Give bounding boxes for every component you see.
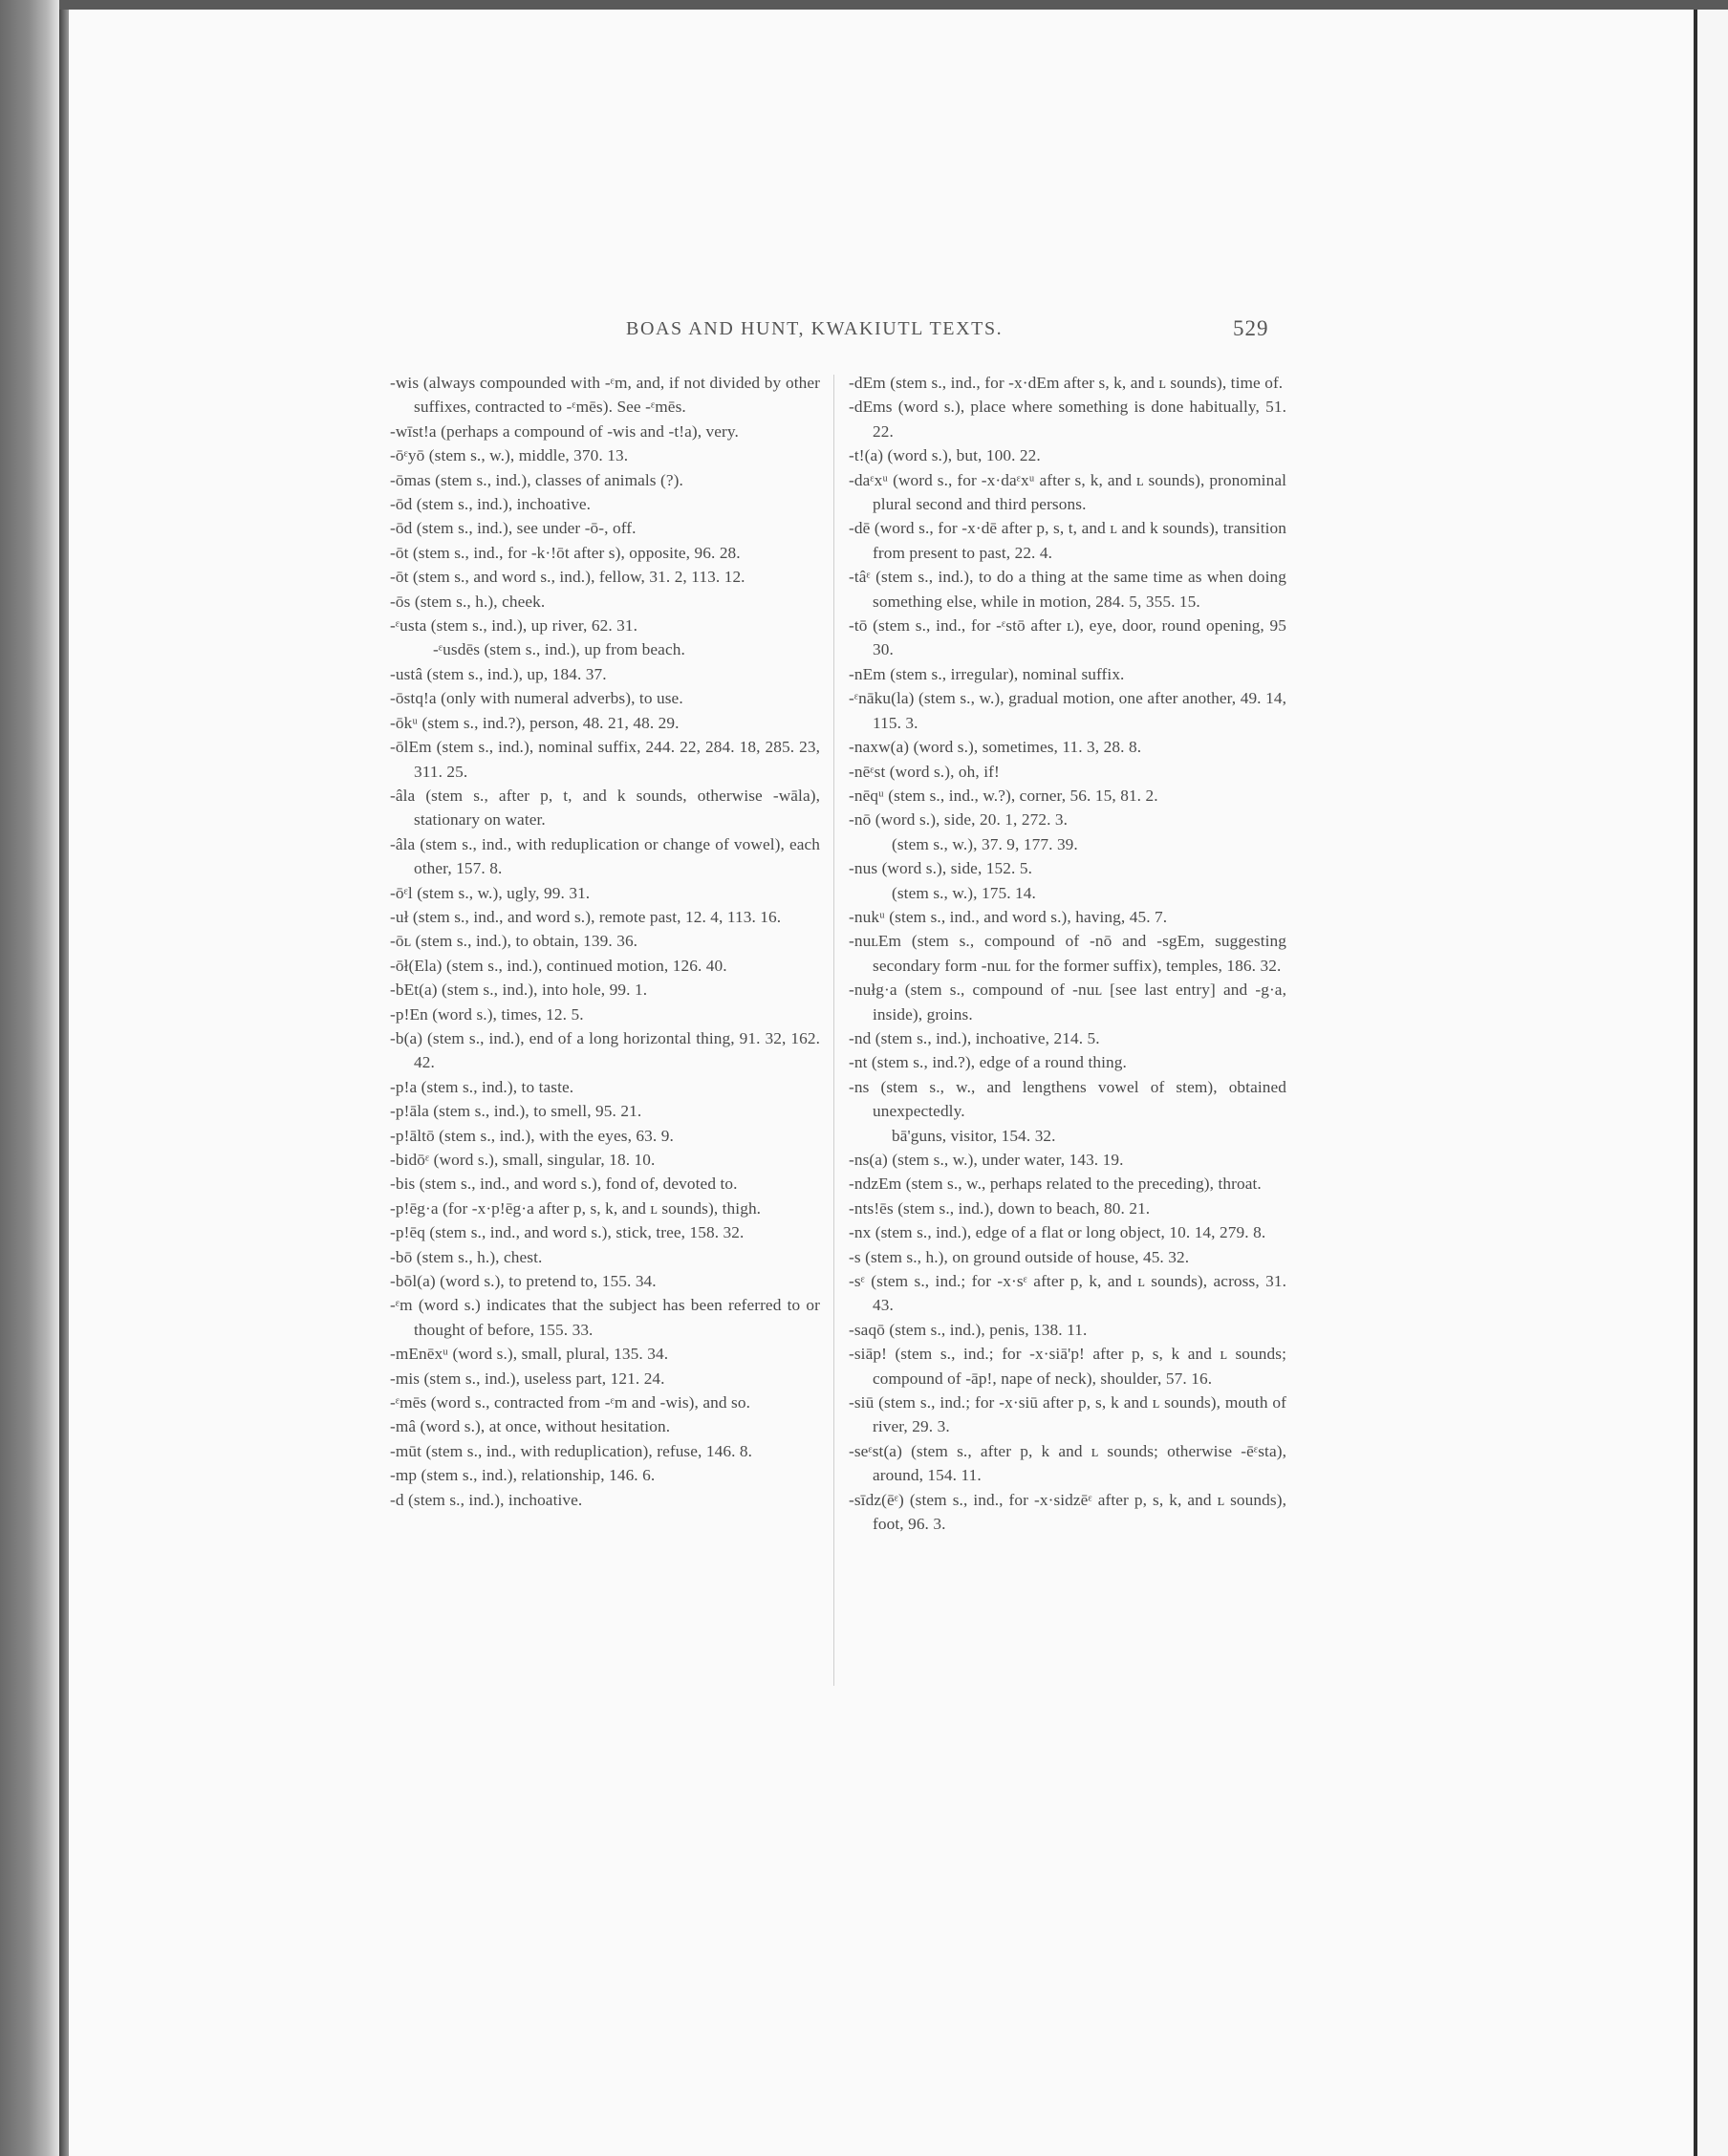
dictionary-entry: -nt (stem s., ind.?), edge of a round thing. [849,1053,1127,1072]
dictionary-entry: -mEnēxᵘ (word s.), small, plural, 135. 34. [390,1345,669,1364]
dictionary-entry: -âla (stem s., ind., with reduplication or change of vowel), each other, 157. 8. [390,834,820,878]
running-header: BOAS AND HUNT, KWAKIUTL TEXTS. [626,318,1004,339]
dictionary-entry: -wīst!a (perhaps a compound of -wis and -t!a), very. [390,421,739,441]
left-column [390,371,820,1512]
dictionary-entry: -ᵋusta (stem s., ind.), up river, 62. 31. [390,616,638,636]
dictionary-entry: -siāp! (stem s., ind.; for -x·siā'p! after p, s, k and ʟ sounds; compound of -āp!, nape of neck), shoulder, 57. 16. [849,1345,1286,1388]
dictionary-entry: -ōᵋyō (stem s., w.), middle, 370. 13. [390,446,629,465]
dictionary-entry: -ōkᵘ (stem s., ind.?), person, 48. 21, 48. 29. [390,713,680,732]
dictionary-entry: -sīdz(ēᵋ) (stem s., ind., for -x·sidzēᵋ after p, s, k, and ʟ sounds), foot, 96. 3. [849,1490,1286,1534]
dictionary-entry: -uł (stem s., ind., and word s.), remote past, 12. 4, 113. 16. [390,907,782,926]
dictionary-entry: bā'guns, visitor, 154. 32. [892,1126,1056,1145]
dictionary-entry: -nts!ēs (stem s., ind.), down to beach, 80. 21. [849,1198,1151,1218]
dictionary-entry: -ōt (stem s., ind., for -k·!ōt after s), opposite, 96. 28. [390,543,741,562]
dictionary-entry: -seᵋst(a) (stem s., after p, k and ʟ sounds; otherwise -ēᵋsta), around, 154. 11. [849,1441,1286,1485]
dictionary-entry: (stem s., w.), 37. 9, 177. 39. [892,834,1078,853]
dictionary-entry: -bō (stem s., h.), chest. [390,1247,543,1266]
dictionary-entry: -t!(a) (word s.), but, 100. 22. [849,446,1041,465]
right-column [849,371,1286,1537]
dictionary-entry: -b(a) (stem s., ind.), end of a long horizontal thing, 91. 32, 162. 42. [390,1028,820,1072]
dictionary-entry: -p!āltō (stem s., ind.), with the eyes, 63. 9. [390,1126,674,1145]
dictionary-entry: -tō (stem s., ind., for -ᵋstō after ʟ), eye, door, round opening, 95 30. [849,616,1286,659]
column-divider [833,375,834,1686]
dictionary-entry: -bidōᵋ (word s.), small, singular, 18. 10. [390,1151,656,1169]
dictionary-entry: -mis (stem s., ind.), useless part, 121. 24. [390,1369,665,1388]
dictionary-entry: -mâ (word s.), at once, without hesitation. [390,1417,671,1436]
dictionary-entry: -ōᵋl (stem s., w.), ugly, 99. 31. [390,883,591,902]
dictionary-entry: -ndzEm (stem s., w., perhaps related to the preceding), throat. [849,1175,1262,1194]
dictionary-entry: -ōmas (stem s., ind.), classes of animals (?). [390,470,683,489]
scan-right-margin [1697,10,1728,2156]
dictionary-entry: -ᵋnāku(la) (stem s., w.), gradual motion, one after another, 49. 14, 115. 3. [849,689,1286,732]
dictionary-entry: -ōstq!a (only with numeral adverbs), to use. [390,689,683,708]
dictionary-entry: -tâᵋ (stem s., ind.), to do a thing at the same time as when doing something else, while in motion, 284. 5, 355. 15. [849,568,1286,611]
dictionary-entry: -nō (word s.), side, 20. 1, 272. 3. [849,810,1069,830]
scan-binding-shadow [0,0,59,2156]
dictionary-entry: -nułg·a (stem s., compound of -nuʟ [see last entry] and -g·a, inside), groins. [849,981,1286,1024]
dictionary-entry: -nEm (stem s., irregular), nominal suffix. [849,664,1125,683]
dictionary-entry: -mp (stem s., ind.), relationship, 146. 6. [390,1466,656,1485]
dictionary-entry: -naxw(a) (word s.), sometimes, 11. 3, 28. 8. [849,738,1142,757]
dictionary-entry: -nx (stem s., ind.), edge of a flat or long object, 10. 14, 279. 8. [849,1223,1266,1242]
dictionary-entry: -dEms (word s.), place where something is done habitually, 51. 22. [849,398,1286,441]
scan-top-edge [0,0,1728,10]
dictionary-entry: -nēqᵘ (stem s., ind., w.?), corner, 56. 15, 81. 2. [849,786,1158,805]
dictionary-entry: -p!a (stem s., ind.), to taste. [390,1077,574,1096]
dictionary-entry: -ōd (stem s., ind.), inchoative. [390,495,592,514]
dictionary-entry: -ᵋusdēs (stem s., ind.), up from beach. [433,640,685,659]
dictionary-entry: -ōł(Ela) (stem s., ind.), continued motion, 126. 40. [390,956,727,975]
dictionary-entry: -ᵋmēs (word s., contracted from -ᵋm and -wis), and so. [390,1393,751,1412]
dictionary-entry: -daᵋxᵘ (word s., for -x·daᵋxᵘ after s, k, and ʟ sounds), pronominal plural second and third persons. [849,470,1286,514]
page-number: 529 [1233,316,1269,340]
dictionary-entry: -bōl(a) (word s.), to pretend to, 155. 34. [390,1272,657,1291]
dictionary-entry: -s (stem s., h.), on ground outside of house, 45. 32. [849,1247,1190,1266]
dictionary-entry: -nd (stem s., ind.), inchoative, 214. 5. [849,1028,1100,1047]
dictionary-entry: -sᵋ (stem s., ind.; for -x·sᵋ after p, k, and ʟ sounds), across, 31. 43. [849,1272,1286,1315]
dictionary-entry: -p!āla (stem s., ind.), to smell, 95. 21. [390,1102,642,1121]
dictionary-entry: -p!ēq (stem s., ind., and word s.), stick, tree, 158. 32. [390,1223,745,1242]
dictionary-entry: -âla (stem s., after p, t, and k sounds, otherwise -wāla), stationary on water. [390,786,820,830]
dictionary-entry: (stem s., w.), 175. 14. [892,883,1036,902]
dictionary-entry: -siū (stem s., ind.; for -x·siū after p, s, k and ʟ sounds), mouth of river, 29. 3. [849,1393,1286,1436]
dictionary-entry: -nukᵘ (stem s., ind., and word s.), having, 45. 7. [849,907,1168,926]
dictionary-entry: -d (stem s., ind.), inchoative. [390,1490,583,1509]
dictionary-entry: -bis (stem s., ind., and word s.), fond of, devoted to. [390,1175,738,1194]
dictionary-entry: -bEt(a) (stem s., ind.), into hole, 99. 1. [390,981,648,1000]
dictionary-entry: -ōs (stem s., h.), cheek. [390,592,546,611]
dictionary-entry: -nuʟEm (stem s., compound of -nō and -sgEm, suggesting secondary form -nuʟ for the former suffix), temples, 186. 32. [849,932,1286,975]
dictionary-entry: -nus (word s.), side, 152. 5. [849,859,1033,878]
dictionary-entry: -ᵋm (word s.) indicates that the subject has been referred to or thought of before, 155. 33. [390,1296,820,1339]
dictionary-entry: -saqō (stem s., ind.), penis, 138. 11. [849,1320,1088,1339]
dictionary-entry: -p!ēg·a (for -x·p!ēg·a after p, s, k, and ʟ sounds), thigh. [390,1198,762,1218]
dictionary-entry: -dē (word s., for -x·dē after p, s, t, and ʟ and k sounds), transition from present to past, 22. 4. [849,519,1286,562]
dictionary-entry: -ōt (stem s., and word s., ind.), fellow, 31. 2, 113. 12. [390,568,745,587]
dictionary-entry: -ns (stem s., w., and lengthens vowel of stem), obtained unexpectedly. [849,1077,1286,1121]
dictionary-entry: -p!En (word s.), times, 12. 5. [390,1004,584,1024]
dictionary-entry: -ustâ (stem s., ind.), up, 184. 37. [390,664,607,683]
dictionary-entry: -ns(a) (stem s., w.), under water, 143. 19. [849,1151,1124,1169]
dictionary-entry: -nēᵋst (word s.), oh, if! [849,762,1000,781]
dictionary-entry: -dEm (stem s., ind., for -x·dEm after s, k, and ʟ sounds), time of. [849,374,1284,392]
scan-binding-edge [59,10,69,2156]
dictionary-entry: -wis (always compounded with -ᵋm, and, if not divided by other suffixes, contracted to -ᵋmēs). See -ᵋmēs. [390,374,820,417]
dictionary-entry: -ōd (stem s., ind.), see under -ō-, off. [390,519,637,538]
dictionary-entry: -mūt (stem s., ind., with reduplication), refuse, 146. 8. [390,1441,753,1460]
dictionary-entry: -ōlEm (stem s., ind.), nominal suffix, 244. 22, 284. 18, 285. 23, 311. 25. [390,738,820,781]
dictionary-entry: -ōʟ (stem s., ind.), to obtain, 139. 36. [390,932,638,951]
